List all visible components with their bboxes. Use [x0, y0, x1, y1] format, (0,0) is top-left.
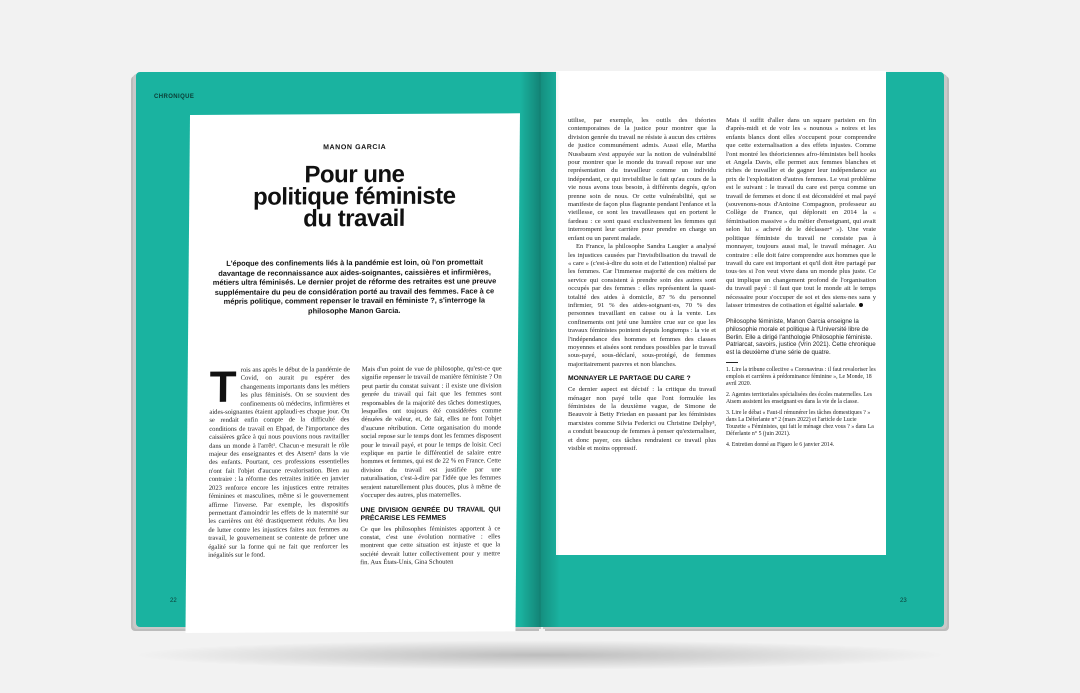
left-column-1 — [208, 362, 350, 560]
footnote: 4. Entretien donné au Figaro le 6 janvier 2014. — [726, 442, 835, 449]
title-line: politique féministe — [252, 182, 456, 211]
page-number-right: 23 — [900, 598, 907, 604]
right-article-card — [556, 71, 886, 555]
subheading: UNE DIVISION GENRÉE DU TRAVAIL QUI PRÉCARISE LES FEMMES — [360, 505, 501, 522]
body-text: Mais il suffit d'aller dans un square parisien en fin d'après-midi et de voir les « nounous » noires et les enfants blancs dont elles s'occupent pour comprendre que cette externalisation a des effets injustes. Comme l'ont montré les théoriciennes afro-féministes bell hooks et Angela Davis, elle permet aux femmes blanches et riches de travailler et de gagner leur indépendance au prix de l'exploitation d'autres femmes. Le vrai problème est le suivant : le travail du care est perçu comme un travail de femmes et donc il est déconsidéré et mal payé (souvenons-nous d'Antoine Compagnon, professeur au Collège de France, qui déplorait en 2014 la « féminisation massive » du métier d'enseignant, qui avait selon lui « achevé de le déclasser⁴ »). Une vraie politique féministe du travail ne consiste pas à monnayer, toujours aussi mal, le travail ménager. Au contraire : elle doit faire comprendre aux hommes que le travail du care est important et qu'il doit être partagé par tous·tes si l'on veut vivre dans un monde plus juste. Ce qui implique un changement profond de l'organisation du travail payé : il faut que tout le monde ait le temps nécessaire pour s'occuper de soi et des siens·nes sans y laisser trimestres de cotisation et égalité salariale. — [726, 117, 876, 309]
body-text: En France, la philosophe Sandra Laugier a analysé les injustices causées par l'invisibilisation du travail de « care » (c'est-à-dire du soin et de l'attention) réalisé par les femmes. Car l'immense majorité de ces métiers de service qui consistent à prendre soin des autres sont occupés par des femmes : elles représentent la quasi-totalité des aides à domicile, 87 % du personnel infirmier, 91 % des aides-soignant·es, 70 % des personnes travaillant en caisse ou à la vente. Les confinements ont jeté une lumière crue sur ce que les travaux féministes pointent depuis longtemps : la vie et l'indépendance des hommes et femmes des classes moyennes et aisées sont rendues possibles par le travail sous-payé, sous-déclaré, sous-protégé, de femmes majoritairement pauvres et non blanches. — [568, 243, 716, 368]
subheading: MONNAYER LE PARTAGE DU CARE ? — [568, 375, 691, 383]
drop-cap: T — [209, 362, 237, 412]
notes-divider — [726, 362, 738, 363]
body-text: Ce que les philosophes féministes apportent à ce constat, c'est une évolution normative : elles montrent que cette situation est injuste et que la société devrait lutter collectivement pour y mettre fin. Aux États-Unis, Gina Schouten — [360, 524, 501, 567]
author-bio: Philosophe féministe, Manon Garcia enseigne la philosophie morale et politique à l'Université libre de Berlin. Elle a dirigé l'anthologie Philosophie féministe. Patriarcat, savoirs, justice (Vrin 2021). Cette chronique est la deuxième d'une série de quatre. — [726, 318, 876, 356]
article-title — [189, 160, 520, 233]
body-text: rois ans après le début de la pandémie de Covid, on aurait pu espérer des changements importants dans les métiers les plus féminisés. On se souvient des confinements où médecins, infirmières et aides-soignantes étaient applaudi·es chaque jour. On se rendait enfin compte de la difficulté des conditions de travail en Ehpad, de l'importance des caissières grâce à qui nous pouvions nous ravitailler dans un monde à l'arrêt¹. Chacun·e mesurait le rôle majeur des enseignantes et des Atsem² dans la vie des enfants. Pourtant, ces professions essentielles n'ont fait l'objet d'aucune revalorisation. Bien au contraire : la réforme des retraites initiée en janvier 2023 renforce encore les injustices entre retraites féminines et masculines, même si le gouvernement affirme l'inverse. Par exemple, les dispositifs permettant d'amoindrir les effets de la maternité sur les carrières ont été drastiquement réduits. Au lieu de lutter contre les injustices faites aux femmes au travail, le gouvernement se contente de prôner une égalité sur la forme qui ne fait que renforcer les inégalités sur le fond. — [208, 366, 350, 559]
right-column-2 — [726, 117, 876, 453]
body-text: utilise, par exemple, les outils des théories contemporaines de la justice pour montrer que la division genrée du travail ne résiste à aucun des critères de justice communément admis. Aussi elle, Martha Nussbaum s'est appuyée sur la notion de vulnérabilité pour montrer que le monde du travail repose sur une représentation du travailleur comme un individu indépendant, ce qui invisibilise le fait qu'au cours de la vie nous avons tous besoin, à différents degrés, qu'on prenne soin de nous. Or cette vulnérabilité, qui se manifeste de façon plus flagrante pendant l'enfance et la vieillesse, ce sont les travailleuses qui en portent le fardeau : ce sont quasi exclusivement les femmes qui interrompent leur carrière pour prendre en charge un enfant ou un parent malade. — [568, 117, 717, 242]
body-text: Mais d'un point de vue de philosophe, qu'est-ce que signifie repenser le travail de manière féministe ? On peut partir du constat suivant : il existe une division genrée du travail qui fait que les femmes sont responsables de la majorité des tâches domestiques, lesquelles ont toujours été considérées comme dénuées de valeur, et, de fait, elles ne font l'objet d'aucune rétribution. Cette organisation du monde social repose sur le temps dont les femmes disposent pour le travail payé, et pour le temps de loisir. Ceci explique en partie le différentiel de salaire entre hommes et femmes, qui est de 22 % en France. Cette division du travail est justifiée par une naturalisation, c'est-à-dire par l'idée que les femmes seraient naturellement plus douces, plus à même de s'occuper des autres, plus maternelles. — [360, 365, 502, 500]
title-line: du travail — [303, 204, 406, 233]
body-text: Ce dernier aspect est décisif : la critique du travail ménager non payé telle que l'ont formulée les féministes de la deuxième vague, de Simone de Beauvoir à Betty Friedan en passant par les féministes marxistes comme Silvia Federici ou Christine Delphy³, a conduit beaucoup de femmes à penser qu'externaliser, et donc payer, ces tâches rendraient ce travail plus visible et moins oppressif. — [568, 386, 716, 453]
end-mark-icon — [859, 303, 863, 307]
article-lede: L'époque des confinements liés à la pandémie est loin, où l'on promettait davantage de reconnaissance aux aides-soignantes, caissières et infirmières, métiers ultra féminisés. Le dernier projet de réforme des retraites est une preuve supplémentaire du peu de considération porté au travail des femmes. Face à ce mépris politique, comment repenser le travail en féministe ?, s'interroge la philosophe Manon Garcia. — [212, 257, 497, 316]
title-line: Pour une — [304, 160, 405, 189]
footnote: 1. Lire la tribune collective « Coronavirus : il faut revaloriser les emplois et carrières à prédominance féminine », Le Monde, 18 avril 2020. — [726, 367, 876, 388]
right-column-1 — [568, 117, 716, 453]
footnote: 3. Lire le débat « Faut-il rémunérer les tâches domestiques ? » dans La Déferlante n° 2 (mars 2022) et l'article de Lucie Touzette « Féministes, qui fait le ménage chez vous ? » dans La Déferlante n° 5 (juin 2021). — [726, 410, 874, 438]
left-article-card — [185, 113, 520, 633]
section-label: CHRONIQUE — [154, 94, 195, 100]
author-name: MANON GARCIA — [323, 143, 387, 152]
footnote: 2. Agentes territoriales spécialisées des écoles maternelles. Les Atsem assistent les enseignant·es dans la vie de la classe. — [726, 392, 872, 406]
left-column-2 — [360, 365, 502, 567]
page-number-left: 22 — [170, 598, 177, 604]
